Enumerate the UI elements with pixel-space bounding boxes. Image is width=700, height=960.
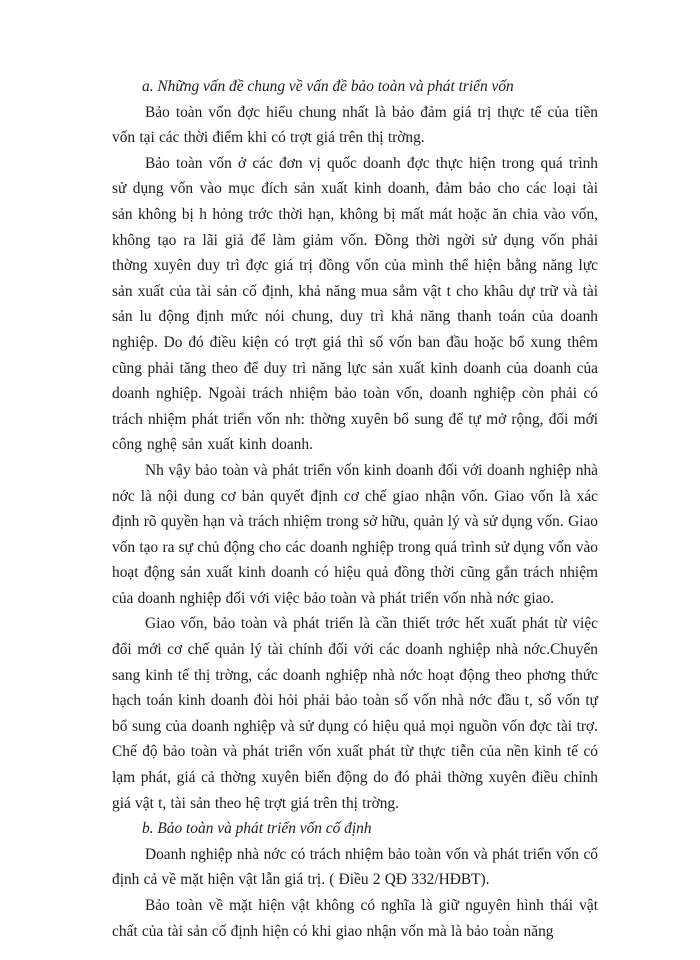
section-b bbox=[112, 816, 598, 944]
section-a bbox=[112, 74, 598, 816]
paragraph: Giao vốn, bảo toàn và phát triển là cần thiết trớc hết xuất phát từ việc đổi mới cơ chế quản lý tài chính đối với các doanh nghiệp nhà nớc.Chuyển sang kinh tế thị trờng, các doanh nghiệp nhà nớc hoạt động theo phơng thức hạch toán kinh doanh đòi hỏi phải bảo toàn số vốn nhà nớc đầu t, số vốn tự bổ sung của doanh nghiệp và sử dụng có hiệu quả mọi nguồn vốn đợc tài trợ. Chế độ bảo toàn và phát triển vốn xuất phát từ thực tiễn của nền kinh tế có lạm phát, giá cả thờng xuyên biến động do đó phải thờng xuyên điều chỉnh giá vật t, tài sản theo hệ trợt giá trên thị trờng. bbox=[112, 615, 598, 812]
paragraph: Bảo toàn vốn đợc hiểu chung nhất là bảo đảm giá trị thực tế của tiền vốn tại các thời điểm khi có trợt giá trên thị trờng. bbox=[112, 103, 598, 147]
paragraph: Bảo toàn vốn ở các đơn vị quốc doanh đợc thực hiện trong quá trình sử dụng vốn vào mục đích sản xuất kinh doanh, đảm bảo cho các loại tài sản không bị h hỏng trớc thời hạn, không bị mất mát hoặc ăn chia vào vốn, không tạo ra lãi giả để làm giảm vốn. Đồng thời ngời sử dụng vốn phải thờng xuyên duy trì đợc giá trị đồng vốn của mình thể hiện bằng năng lực sản xuất của tài sản cố định, khả năng mua sắm vật t cho khâu dự trữ và tài sản lu động định mức nói chung, duy trì khả năng thanh toán của doanh nghiệp. Do đó điều kiện có trợt giá thì số vốn ban đầu hoặc bổ xung thêm cũng phải tăng theo để duy trì năng lực sản xuất kinh doanh của doanh của doanh nghiệp. Ngoài trách nhiệm bảo toàn vốn, doanh nghiệp còn phải có trách nhiệm phát triển vốn nh: thờng xuyên bổ sung để tự mở rộng, đổi mới công nghệ sản xuất kinh doanh. bbox=[112, 154, 598, 454]
paragraph: Nh vậy bảo toàn và phát triển vốn kinh doanh đối với doanh nghiệp nhà nớc là nội dung cơ bản quyết định cơ chế giao nhận vốn. Giao vốn là xác định rõ quyền hạn và trách nhiệm trong sở hữu, quản lý và sử dụng vốn. Giao vốn tạo ra sự chủ động cho các doanh nghiệp trong quá trình sử dụng vốn vào hoạt động sản xuất kinh doanh có hiệu quả đồng thời cũng gắn trách nhiệm của doanh nghiệp đối với việc bảo toàn và phát triển vốn nhà nớc giao. bbox=[112, 461, 598, 607]
document-body bbox=[112, 74, 598, 944]
paragraph: Doanh nghiệp nhà nớc có trách nhiệm bảo toàn vốn và phát triển vốn cố định cả về mặt hiện vật lẫn giá trị. ( Điều 2 QĐ 332/HĐBT). bbox=[112, 845, 598, 889]
section-heading: a. Những vấn đề chung về vấn đề bảo toàn và phát triển vốn bbox=[142, 78, 514, 95]
paragraph: Bảo toàn về mặt hiện vật không có nghĩa là giữ nguyên hình thái vật chất của tài sản cố định hiện có khi giao nhận vốn mà là bảo toàn năng bbox=[112, 897, 598, 940]
section-heading: b. Bảo toàn và phát triển vốn cố định bbox=[142, 820, 372, 838]
